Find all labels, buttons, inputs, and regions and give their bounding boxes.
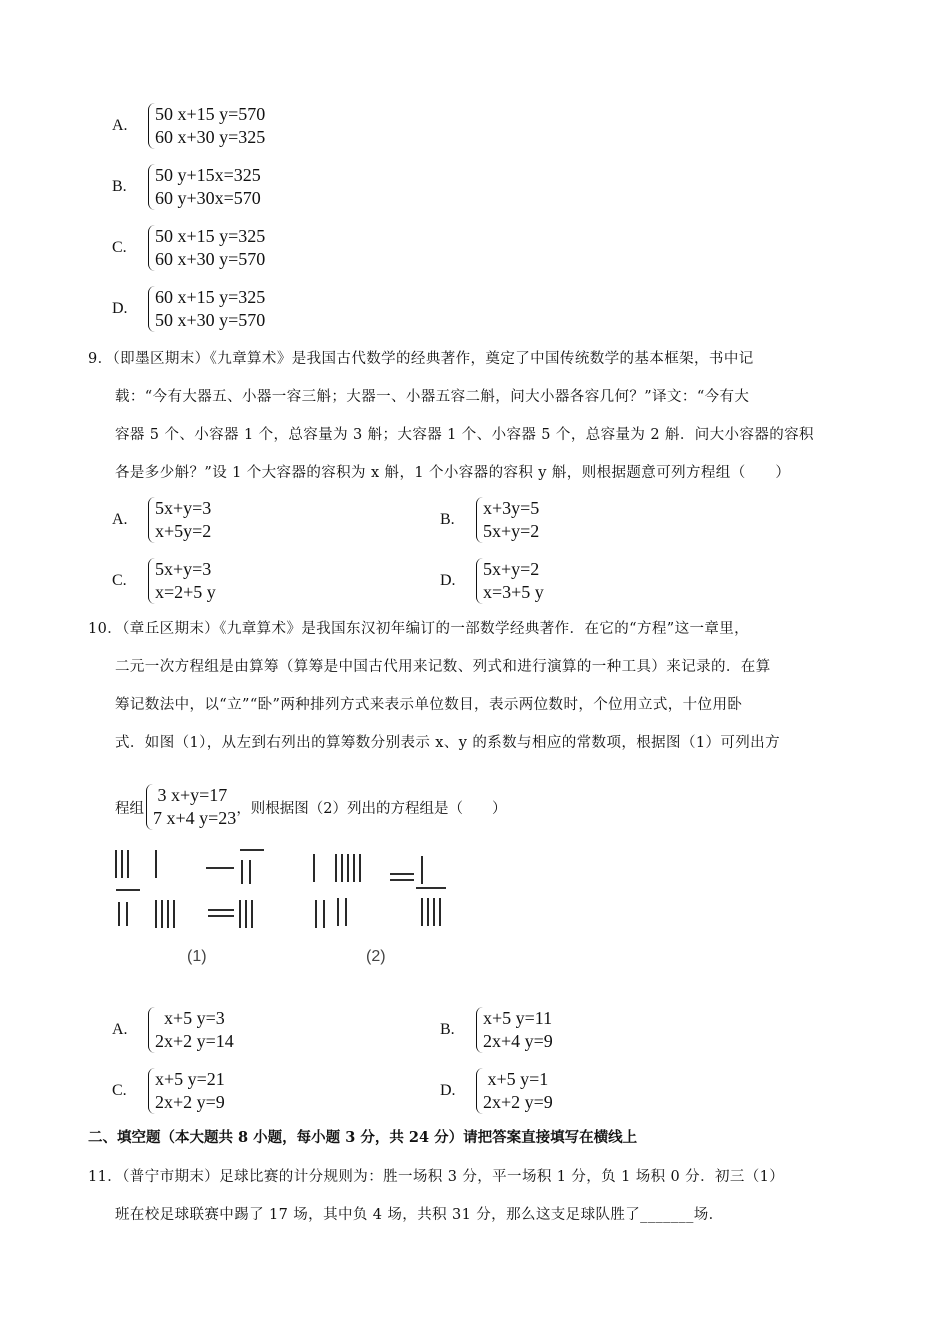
counting-rods-figure [110,840,470,980]
text-line: 班在校足球联赛中踢了 17 场，其中负 4 场，共积 31 分，那么这支足球队胜了_______场． [115,1207,724,1223]
text-line: 式．如图（1），从左到右列出的算筹数分别表示 x、y 的系数与相应的常数项，根据图（1）可列出方 [115,735,780,751]
equation: 60 x+30 y=570 [155,249,266,269]
option-label: B. [440,511,455,528]
section-2-title: 二、填空题（本大题共 8 小题，每小题 3 分，共 24 分）请把答案直接填写在横线上 [88,1129,638,1146]
equation: 2x+2 y=14 [155,1031,234,1051]
question-11-text [88,1158,868,1234]
text-line: 各是多少斛？”设 1 个大容器的容积为 x 斛，1 个小容器的容积 y 斛，则根据题意可列方程组（ ） [115,465,791,481]
q8-option-b[interactable] [112,164,261,210]
q8-option-c[interactable] [112,225,265,271]
equation: 5x+y=2 [483,559,540,579]
equation-system [148,558,216,604]
equation: 60 x+30 y=325 [155,127,266,147]
equation: 7 x+4 y=23 [153,808,237,828]
equation-system [148,103,265,149]
option-label: C. [112,1082,127,1099]
text: ，则根据图（2）列出的方程组是（ ） [236,800,507,817]
text-line: 载：“今有大器五、小器一容三斛；大器一、小器五容二斛，问大小器各容几何？”译文：“今有大 [115,389,750,405]
equation: 50 x+15 y=325 [155,226,266,246]
option-label: A. [112,511,128,528]
q10-given-system-line [115,784,507,830]
equation: 50 y+15x=325 [155,165,261,185]
equation: 60 y+30x=570 [155,188,261,208]
equation: x+5y=2 [155,521,212,541]
equation: x+5 y=1 [483,1069,549,1089]
equation-system [148,497,211,543]
equation-system [148,1007,234,1053]
q10-option-c[interactable] [112,1068,225,1114]
equation: 2x+2 y=9 [155,1092,225,1112]
equation-system [148,286,265,332]
option-label: B. [440,1021,455,1038]
q10-option-a[interactable] [112,1007,234,1053]
option-label: A. [112,117,128,134]
equation-system [476,1068,553,1114]
equation-system [148,1068,225,1114]
text-line: 二元一次方程组是由算筹（算筹是中国古代用来记数、列式和进行演算的一种工具）来记录的．在算 [115,659,771,675]
equation-system [476,497,539,543]
q9-option-c[interactable] [112,558,216,604]
equation: 50 x+30 y=570 [155,310,266,330]
equation: x=2+5 y [155,582,216,602]
option-label: A. [112,1021,128,1038]
text-line: 11．（普宁市期末）足球比赛的计分规则为：胜一场积 3 分，平一场积 1 分，负 1 场积 0 分．初三（1） [88,1169,785,1185]
q10-option-d[interactable] [440,1068,553,1114]
equation-system [146,784,236,830]
equation: x=3+5 y [483,582,544,602]
equation: 3 x+y=17 [153,785,228,805]
q9-option-b[interactable] [440,497,539,543]
equation: x+5 y=11 [483,1008,553,1028]
equation: x+5 y=21 [155,1069,225,1089]
equation: 2x+2 y=9 [483,1092,553,1112]
q8-option-d[interactable] [112,286,265,332]
text-line: 10．（章丘区期末）《九章算术》是我国东汉初年编订的一部数学经典著作．在它的“方程”这一章里， [88,621,750,637]
q9-option-d[interactable] [440,558,544,604]
q9-option-a[interactable] [112,497,211,543]
text-line: 筹记数法中，以“立”“卧”两种排列方式来表示单位数目，表示两位数时，个位用立式，十位用卧 [115,697,743,713]
equation-system [148,225,265,271]
equation: 5x+y=2 [483,521,540,541]
equation: 50 x+15 y=570 [155,104,266,124]
equation: 60 x+15 y=325 [155,287,266,307]
option-label: B. [112,178,127,195]
equation: x+5 y=3 [155,1008,225,1028]
equation: 2x+4 y=9 [483,1031,553,1051]
question-10-text [88,610,868,762]
text-line: 容器 5 个、小容器 1 个，总容量为 3 斛；大容器 1 个、小容器 5 个，总容量为 2 斛．问大小容器的容积 [115,427,814,443]
option-label: D. [440,572,456,589]
q10-option-b[interactable] [440,1007,553,1053]
option-label: D. [112,300,128,317]
equation: 5x+y=3 [155,559,212,579]
question-9-text [88,340,868,492]
option-label: D. [440,1082,456,1099]
equation-system [476,1007,553,1053]
text-line: 9．（即墨区期末）《九章算术》是我国古代数学的经典著作，奠定了中国传统数学的基本框架，书中记 [88,351,754,367]
option-label: C. [112,572,127,589]
figure-1-caption: (1) [187,948,207,965]
q8-option-a[interactable] [112,103,265,149]
text: 程组 [115,800,144,817]
figure-2-caption: (2) [366,948,386,965]
equation-system [148,164,261,210]
equation: x+3y=5 [483,498,540,518]
equation: 5x+y=3 [155,498,212,518]
equation-system [476,558,544,604]
option-label: C. [112,239,127,256]
